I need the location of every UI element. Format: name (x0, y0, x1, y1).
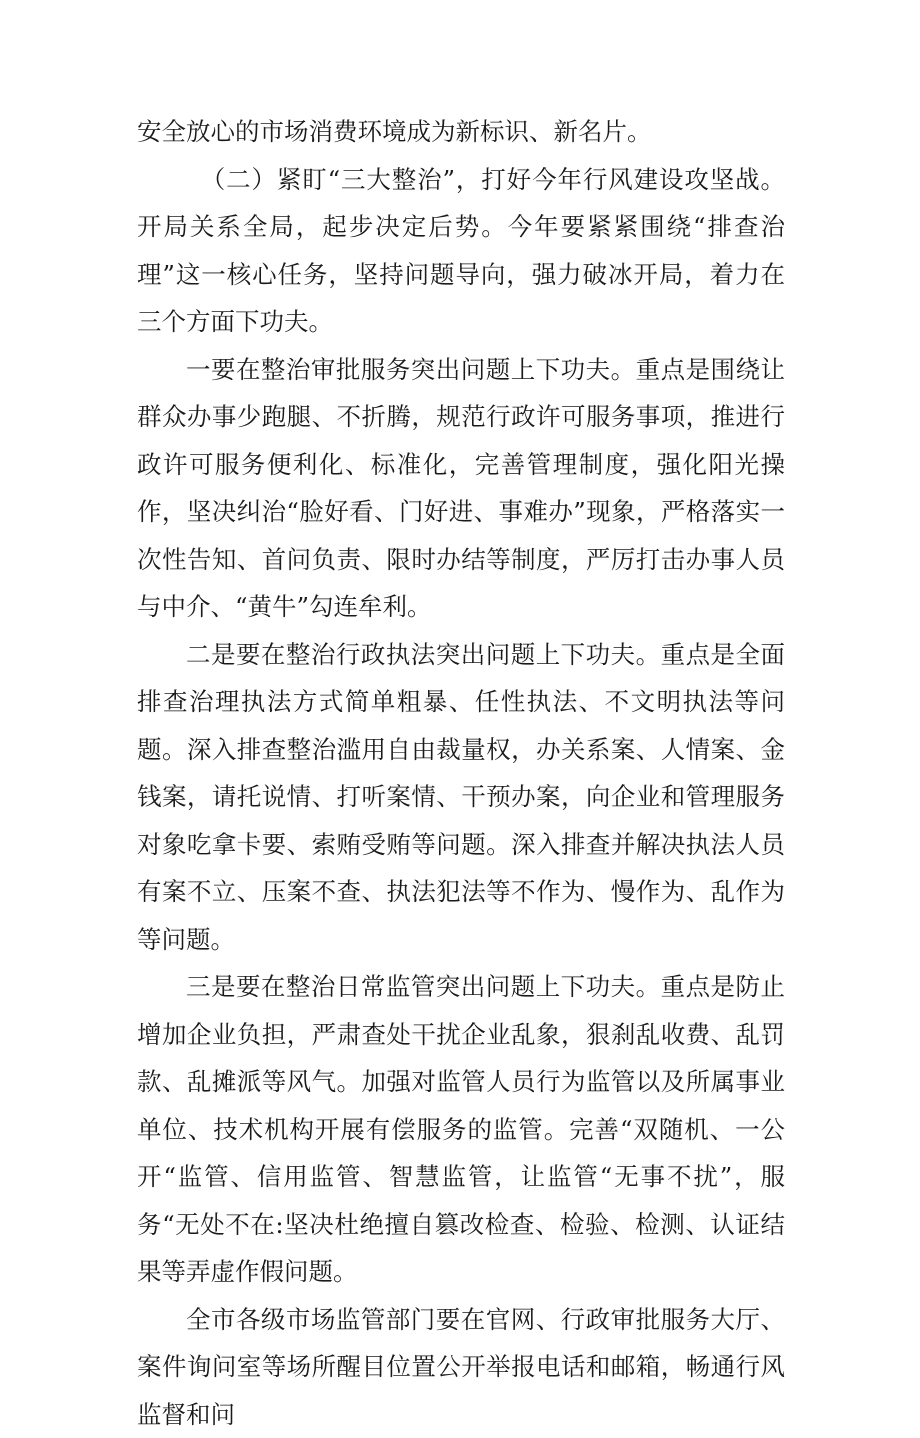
document-body (137, 108, 785, 1438)
paragraph-public-reporting: 全市各级市场监管部门要在官网、行政审批服务大厅、案件询问室等场所醒目位置公开举报电话和邮箱，畅通行风监督和问 (137, 1296, 785, 1438)
paragraph-continuation: 安全放心的市场消费环境成为新标识、新名片。 (137, 108, 785, 156)
paragraph-approval-services: 一要在整治审批服务突出问题上下功夫。重点是围绕让群众办事少跑腿、不折腾，规范行政许可服务事项，推进行政许可服务便利化、标准化，完善管理制度，强化阳光操作，坚决纠治“脸好看、门好进、事难办”现象，严格落实一次性告知、首问负责、限时办结等制度，严厉打击办事人员与中介、“黄牛”勾连牟利。 (137, 346, 785, 631)
section-heading-paragraph: （二）紧盯“三大整治”，打好今年行风建设攻坚战。开局关系全局，起步决定后势。今年要紧紧围绕“排查治理”这一核心任务，坚持问题导向，强力破冰开局，着力在三个方面下功夫。 (137, 156, 785, 346)
paragraph-daily-supervision: 三是要在整治日常监管突出问题上下功夫。重点是防止增加企业负担，严肃查处干扰企业乱象，狠刹乱收费、乱罚款、乱摊派等风气。加强对监管人员行为监管以及所属事业单位、技术机构开展有偿服务的监管。完善“双随机、一公开“监管、信用监管、智慧监管，让监管“无事不扰”，服务“无处不在:坚决杜绝擅自篡改检查、检验、检测、认证结果等弄虚作假问题。 (137, 963, 785, 1296)
paragraph-administrative-enforcement: 二是要在整治行政执法突出问题上下功夫。重点是全面排查治理执法方式简单粗暴、任性执法、不文明执法等问题。深入排查整治滥用自由裁量权，办关系案、人情案、金钱案，请托说情、打听案情、干预办案，向企业和管理服务对象吃拿卡要、索贿受贿等问题。深入排查并解决执法人员有案不立、压案不查、执法犯法等不作为、慢作为、乱作为等问题。 (137, 631, 785, 964)
